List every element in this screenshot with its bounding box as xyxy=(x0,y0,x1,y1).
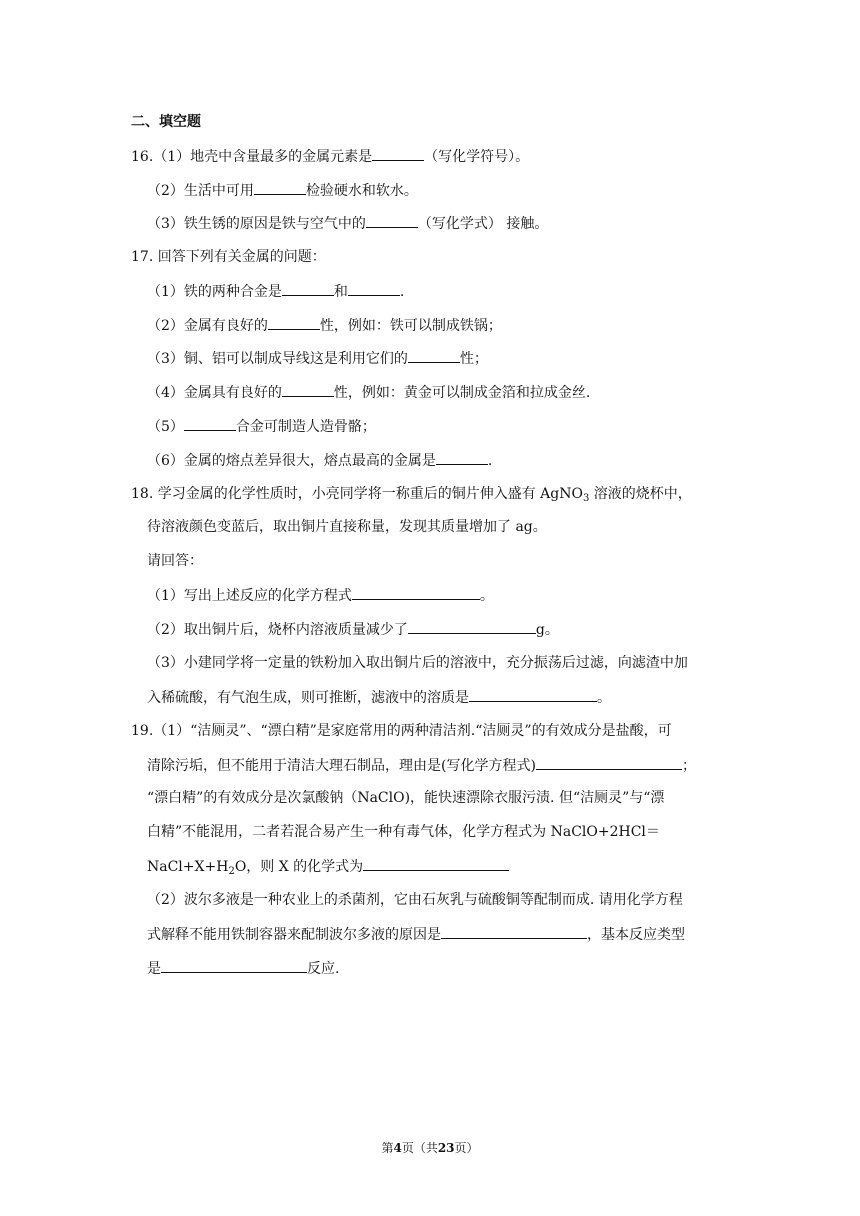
q19-line5: $NaCl+X+H_2O$，则 X 的化学式为 xyxy=(147,856,509,882)
answer-blank[interactable] xyxy=(408,619,536,634)
answer-blank[interactable] xyxy=(366,213,418,228)
q17-stem: 17. 回答下列有关金属的问题： xyxy=(131,249,326,265)
q19-line6: （2）波尔多液是一种农业上的杀菌剂，它由石灰乳与硫酸铜等配制而成. 请用化学方程 xyxy=(147,892,683,908)
answer-blank[interactable] xyxy=(184,416,236,431)
q17-part3: （3）铜、铝可以制成导线这是利用它们的 性； xyxy=(147,348,488,369)
page-total: 23 xyxy=(437,1141,455,1155)
q19-line4: 白精”不能混用，二者若混合易产生一种有毒气体，化学方程式为 NaClO+2HCl＝ xyxy=(147,824,660,840)
q17-part5: （5） 合金可制造人造骨骼； xyxy=(147,416,376,437)
answer-blank[interactable] xyxy=(363,856,509,871)
q17-part6: （6）金属的熔点差异很大，熔点最高的金属是 . xyxy=(147,450,492,471)
q17-part1: （1）铁的两种合金是 和 . xyxy=(147,281,404,302)
q18-part3-line1: （3）小建同学将一定量的铁粉加入取出铜片后的溶液中，充分振荡后过滤，向滤渣中加 xyxy=(147,655,688,671)
answer-blank[interactable] xyxy=(348,281,400,296)
answer-blank[interactable] xyxy=(469,687,597,702)
q18-stem-line2: 待溶液颜色变蓝后，取出铜片直接称量，发现其质量增加了 ag。 xyxy=(147,519,547,535)
answer-blank[interactable] xyxy=(536,755,682,770)
answer-blank[interactable] xyxy=(254,180,306,195)
q17-part4: （4）金属具有良好的 性，例如：黄金可以制成金箔和拉成金丝. xyxy=(147,382,590,403)
q18-ask: 请回答： xyxy=(147,553,203,569)
section-title: 二、填空题 xyxy=(131,114,201,130)
q19-line1: 19.（1）“洁厕灵”、“漂白精”是家庭常用的两种清洁剂.“洁厕灵”的有效成分是盐酸，可 xyxy=(131,723,672,739)
q18-part1: （1）写出上述反应的化学方程式 。 xyxy=(147,585,494,606)
q16-part1: 16.（1）地壳中含量最多的金属元素是 （写化学符号）。 xyxy=(131,146,529,167)
page-number: 4 xyxy=(393,1141,402,1155)
answer-blank[interactable] xyxy=(161,958,307,973)
q16-part3: （3）铁生锈的原因是铁与空气中的 （写化学式） 接触。 xyxy=(147,213,548,234)
answer-blank[interactable] xyxy=(436,450,488,465)
answer-blank[interactable] xyxy=(268,315,320,330)
q16-part2: （2）生活中可用 检验硬水和软水。 xyxy=(147,180,418,201)
answer-blank[interactable] xyxy=(408,348,460,363)
q19-line3: “漂白精”的有效成分是次氯酸钠（NaClO)，能快速漂除衣服污渍. 但“洁厕灵”与“漂 xyxy=(147,790,665,806)
answer-blank[interactable] xyxy=(441,924,587,939)
answer-blank[interactable] xyxy=(352,585,480,600)
answer-blank[interactable] xyxy=(282,281,334,296)
answer-blank[interactable] xyxy=(282,382,334,397)
q19-line7: 式解释不能用铁制容器来配制波尔多液的原因是 ，基本反应类型 xyxy=(147,924,685,945)
page-footer: 第4页（共23页） xyxy=(381,1141,479,1155)
q18-stem: 18. 学习金属的化学性质时，小亮同学将一称重后的铜片伸入盛有 AgNO$_3$ 溶液的烧杯中， xyxy=(131,486,692,504)
q18-part2: （2）取出铜片后，烧杯内溶液质量减少了 g。 xyxy=(147,619,559,640)
q19-line2: 清除污垢，但不能用于清洁大理石制品，理由是(写化学方程式) ； xyxy=(147,755,696,776)
q19-line8: 是 反应. xyxy=(147,958,339,979)
q18-part3-line2: 入稀硫酸，有气泡生成，则可推断，滤液中的溶质是 。 xyxy=(147,687,611,708)
q17-part2: （2）金属有良好的 性，例如：铁可以制成铁锅； xyxy=(147,315,502,336)
answer-blank[interactable] xyxy=(372,146,424,161)
